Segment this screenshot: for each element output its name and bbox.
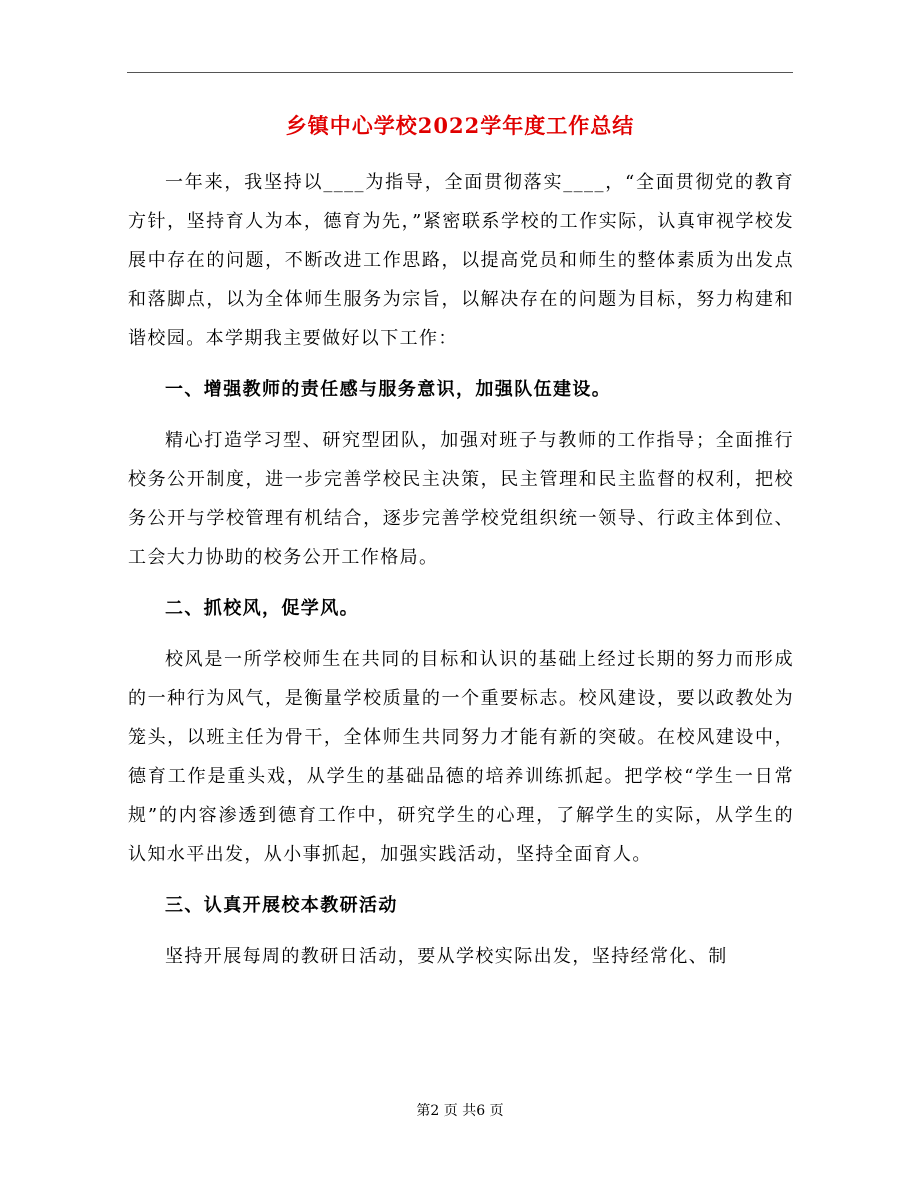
spacer	[128, 628, 794, 640]
section-body-2: 校风是一所学校师生在共同的目标和认识的基础上经过长期的努力而形成的一种行为风气，是衡量学校质量的一个重要标志。校风建设，要以政教处为笼头，以班主任为骨干，全体师生共同努力才能有新的突破。在校风建设中，德育工作是重头戏，从学生的基础品德的培养训练抓起。把学校“学生一日常规”的内容渗透到德育工作中，研究学生的心理，了解学生的实际，从学生的认知水平出发，从小事抓起，加强实践活动，坚持全面育人。	[128, 649, 794, 865]
section-body-3: 坚持开展每周的教研日活动，要从学校实际出发，坚持经常化、制	[165, 946, 728, 967]
spacer	[128, 358, 794, 370]
document-title: 乡镇中心学校2022学年度工作总结	[285, 113, 635, 138]
document-body	[128, 163, 794, 976]
spacer	[128, 925, 794, 937]
spacer	[128, 577, 794, 589]
header-rule	[127, 72, 793, 73]
spacer	[128, 409, 794, 421]
intro-paragraph: 一年来，我坚持以____为指导，全面贯彻落实____，“全面贯彻党的教育方针，坚持育人为本，德育为先，”紧密联系学校的工作实际，认真审视学校发展中存在的问题，不断改进工作思路，以提高党员和师生的整体素质为出发点和落脚点，以为全体师生服务为宗旨，以解决存在的问题为目标，努力构建和谐校园。本学期我主要做好以下工作：	[128, 172, 794, 349]
page-number-footer: 第2 页 共6 页	[416, 1103, 504, 1119]
section-heading-1: 一、增强教师的责任感与服务意识，加强队伍建设。	[165, 379, 612, 400]
section-heading-2: 二、抓校风，促学风。	[165, 598, 359, 619]
section-body-1: 精心打造学习型、研究型团队，加强对班子与教师的工作指导；全面推行校务公开制度，进一步完善学校民主决策，民主管理和民主监督的权利，把校务公开与学校管理有机结合，逐步完善学校党组织统一领导、行政主体到位、工会大力协助的校务公开工作格局。	[128, 430, 794, 568]
spacer	[128, 874, 794, 886]
section-heading-3: 三、认真开展校本教研活动	[165, 895, 398, 916]
